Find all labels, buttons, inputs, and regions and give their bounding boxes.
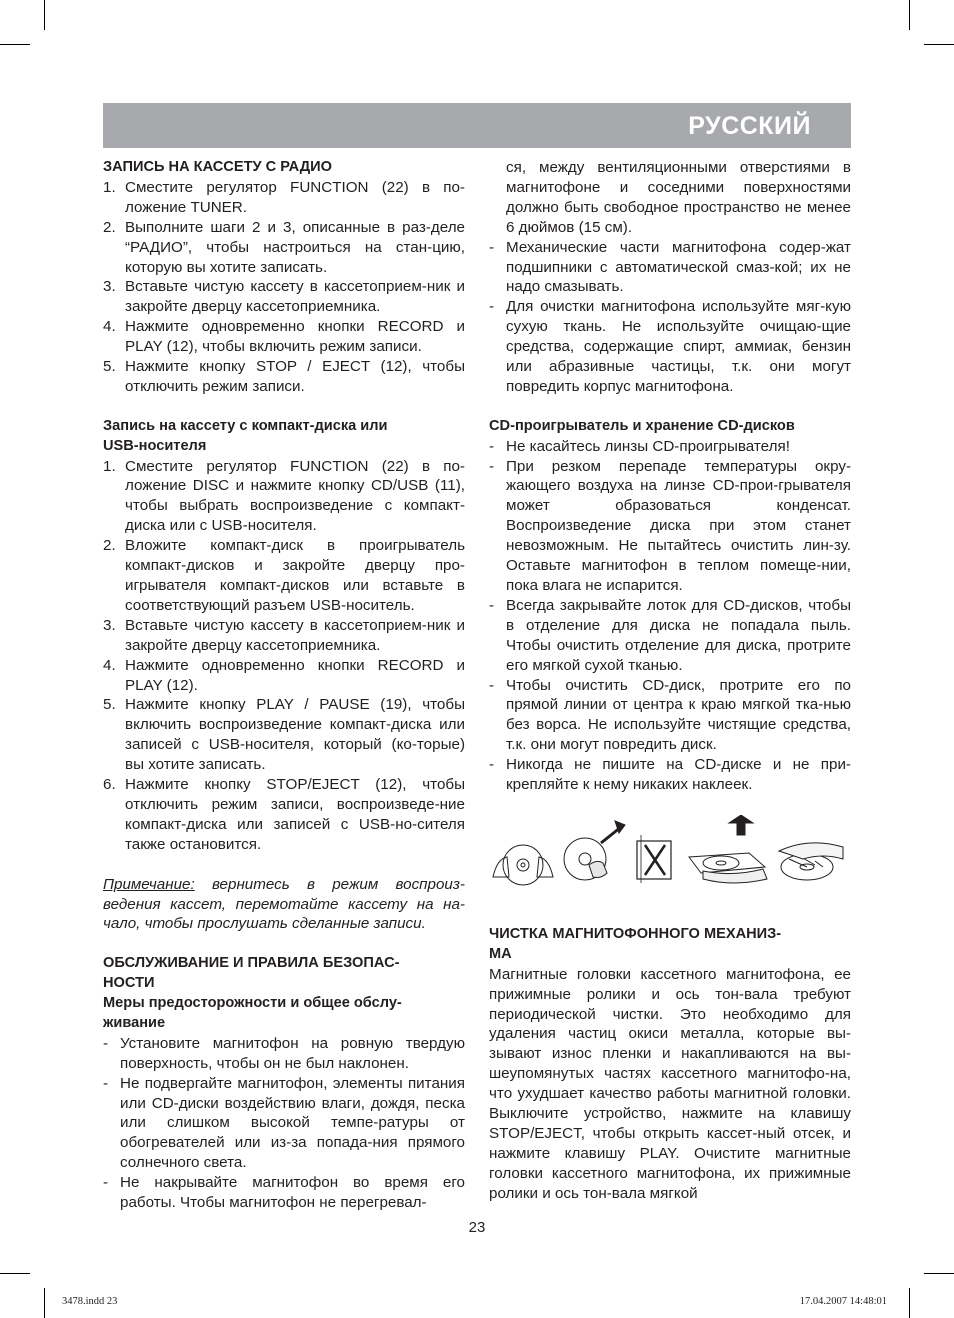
language-header-bar — [103, 103, 851, 148]
continued-text: ся, между вентиляционными отверстиями в магнитофоне и соседними поверхностями должно быть свободное пространство не менее 6 дюймов (15 см). — [506, 159, 851, 236]
list-item — [489, 297, 851, 397]
list-item — [103, 277, 465, 317]
crop-mark — [0, 1273, 30, 1274]
finger-on-disc-icon — [564, 821, 625, 880]
dash-bullet: - — [489, 457, 495, 475]
list-item — [489, 755, 851, 795]
step-number: 2. — [103, 537, 116, 555]
step-text: Нажмите кнопку STOP / EJECT (12), чтобы отключить режим записи. — [125, 358, 465, 395]
step-number: 5. — [103, 358, 116, 376]
step-number: 4. — [103, 318, 116, 336]
list-item — [103, 1074, 465, 1174]
step-number: 2. — [103, 218, 116, 236]
dash-bullet: - — [103, 1174, 109, 1192]
cd-usb-recording-steps — [103, 457, 465, 855]
item-text: Механические части магнитофона содер-жат подшипники с автоматической смаз-кой; их не надо смазывать. — [506, 238, 851, 296]
dash-bullet: - — [489, 596, 495, 614]
slug-timestamp: 17.04.2007 14:48:01 — [799, 1296, 887, 1307]
item-text: При резком перепаде температуры окру-жающего воздуха на линзе CD-прои-грывателя может образоваться конденсат. Воспроизведение диска при этом станет невозможным. Не пытайтесь очистить лин-зу. Оставьте магнитофон в теплом помеще-нии, пока влага не испарится. — [506, 457, 851, 595]
item-text: Не касайтесь линзы CD-проигрывателя! — [506, 437, 790, 455]
step-number: 1. — [103, 178, 116, 196]
crop-mark — [44, 1288, 45, 1318]
crop-mark — [0, 44, 30, 45]
disc-tray-up-arrow-icon — [689, 815, 767, 883]
step-text: Вставьте чистую кассету в кассетоприем-ник и закройте дверцу кассетоприемника. — [125, 616, 465, 654]
step-text: Нажмите одновременно кнопки RECORD и PLAY (12), чтобы включить режим записи. — [125, 318, 465, 356]
crop-mark — [909, 0, 910, 30]
note-text: вернитесь в режим воспроиз-ведения кассет, перемотайте кассету на на-чало, чтобы прослушать сделанные записи. — [103, 875, 465, 933]
step-number: 4. — [103, 656, 116, 674]
maintenance-list — [489, 238, 851, 397]
item-text: Не накрывайте магнитофон во время его работы. Чтобы магнитофон не перегревал- — [120, 1174, 465, 1212]
list-item — [489, 457, 851, 596]
item-text: Не подвергайте магнитофон, элементы питания или CD-диски воздействию влаги, дождя, песка или слишком высокой темпе-ратуры от обогревателей или из-за попада-ния прямого солнечного света. — [120, 1074, 465, 1172]
subsection-title-precautions: Меры предосторожности и общее обслу- живание — [103, 995, 402, 1031]
item-text: Установите магнитофон на ровную твердую поверхность, чтобы он не был наклонен. — [120, 1034, 465, 1072]
list-item — [103, 1173, 465, 1213]
item-text: Для очистки магнитофона используйте мяг-кую сухую ткань. Не используйте очищаю-щие средства, содержащие спирт, аммиак, бензин или абразивные частицы, т.к. они могут повредить корпус магнитофона. — [506, 298, 851, 395]
dash-bullet: - — [489, 437, 495, 455]
list-item — [489, 238, 851, 298]
dash-bullet: - — [103, 1074, 109, 1092]
note-label: Примечание: — [103, 875, 195, 893]
precautions-list — [103, 1034, 465, 1213]
list-item — [103, 775, 465, 855]
section-title-cd-player: CD-проигрыватель и хранение CD-дисков — [489, 417, 795, 434]
item-text: Чтобы очистить CD-диск, протрите его по прямой линии от центра к краю мягкой тка-нью без ворса. Не используйте чистящие средства, т.к. они могут повредить диск. — [506, 676, 851, 754]
crop-mark — [44, 0, 45, 30]
list-item — [489, 596, 851, 676]
right-column — [489, 158, 851, 1204]
step-number: 3. — [103, 278, 116, 296]
tape-cleaning-text: Магнитные головки кассетного магнитофона, ее прижимные ролики и ось тон-вала требуют периодической чистки. Это необходимо для удаления частиц окиси металла, которые вы-зывают износ пленки и накапливаются на вы-шеупомянутых частях кассетного магнитофо-на, что ухудшает качество работы магнитной головки. Выключите устройство, нажмите на клавишу STOP/EJECT, чтобы открыть кассет-ный отсек, и нажмите клавишу PLAY. Очистите магнитные головки кассетного магнитофона, их прижимные ролики и ось тон-вала мягкой — [489, 965, 851, 1202]
crop-mark — [909, 1288, 910, 1318]
list-item — [103, 218, 465, 278]
dash-bullet: - — [103, 1034, 109, 1052]
step-number: 5. — [103, 696, 116, 714]
step-text: Выполните шаги 2 и 3, описанные в раз-деле “РАДИО”, чтобы настроиться на стан-цию, которую вы хотите записать. — [125, 218, 465, 276]
step-number: 1. — [103, 457, 116, 475]
section-title-tape-cleaning: ЧИСТКА МАГНИТОФОННОГО МЕХАНИЗ- МА — [489, 925, 782, 962]
note — [103, 875, 465, 935]
language-title: РУССКИЙ — [688, 112, 811, 140]
section-title-maintenance: ОБСЛУЖИВАНИЕ И ПРАВИЛА БЕЗОПАС- НОСТИ — [103, 955, 400, 992]
section-title-cd-usb-recording: Запись на кассету с компакт-диска или USB-носителя — [103, 417, 388, 454]
list-item — [103, 695, 465, 775]
page-number: 23 — [468, 1219, 486, 1236]
list-item — [103, 536, 465, 616]
cd-care-illustrations — [489, 815, 851, 895]
list-item — [489, 437, 851, 457]
step-text: Сместите регулятор FUNCTION (22) в по-ложение DISC и нажмите кнопку CD/USB (11), чтобы выбрать воспроизведение с компакт-диска или с USB-носителя. — [125, 457, 465, 535]
no-bending-icon — [637, 835, 671, 883]
step-text: Нажмите кнопку STOP/EJECT (12), чтобы отключить режим записи, воспроизведе-ние компакт-диска или записей с USB-но-сителя также остановится. — [125, 776, 465, 853]
list-item — [103, 1034, 465, 1074]
step-text: Вставьте чистую кассету в кассетоприем-ник и закройте дверцу кассетоприемника. — [125, 278, 465, 316]
wiping-disc-icon — [779, 843, 843, 880]
list-item — [489, 676, 851, 756]
section-title-radio-recording: ЗАПИСЬ НА КАССЕТУ С РАДИО — [103, 159, 332, 175]
left-column — [103, 158, 465, 1213]
dash-bullet: - — [489, 756, 495, 774]
step-number: 6. — [103, 776, 116, 794]
cd-care-list — [489, 437, 851, 795]
crop-mark — [924, 1273, 954, 1274]
cd-care-icons — [489, 815, 851, 895]
slug-filename: 3478.indd 23 — [62, 1296, 118, 1307]
item-text: Всегда закрывайте лоток для CD-дисков, чтобы в отделение для диска не попадала пыль. Чтобы очистить отделение для диска, протрите его мягкой сухой тканью. — [506, 596, 851, 674]
item-text: Никогда не пишите на CD-диске и не при-крепляйте к нему никаких наклеек. — [506, 756, 851, 794]
dash-bullet: - — [489, 676, 495, 694]
disc-held-by-edges-icon — [493, 845, 553, 885]
step-text: Сместите регулятор FUNCTION (22) в по-ложение TUNER. — [125, 178, 465, 216]
crop-mark — [924, 44, 954, 45]
step-text: Вложите компакт-диск в проигрыватель компакт-дисков и закройте дверцу про-игрывателя компакт-дисков или вставьте в соответствующий разъем USB-носитель. — [125, 537, 465, 614]
step-number: 3. — [103, 616, 116, 634]
step-text: Нажмите кнопку PLAY / PAUSE (19), чтобы включить воспроизведение компакт-диска или записей с USB-носителя, который (ко-торые) вы хотите записать. — [125, 696, 465, 774]
list-item — [103, 616, 465, 656]
list-item — [103, 656, 465, 696]
dash-bullet: - — [489, 298, 495, 316]
list-item — [103, 457, 465, 537]
dash-bullet: - — [489, 238, 495, 256]
step-text: Нажмите одновременно кнопки RECORD и PLAY (12). — [125, 656, 465, 694]
list-item — [103, 357, 465, 397]
list-item — [103, 317, 465, 357]
radio-recording-steps — [103, 178, 465, 397]
list-item — [103, 178, 465, 218]
